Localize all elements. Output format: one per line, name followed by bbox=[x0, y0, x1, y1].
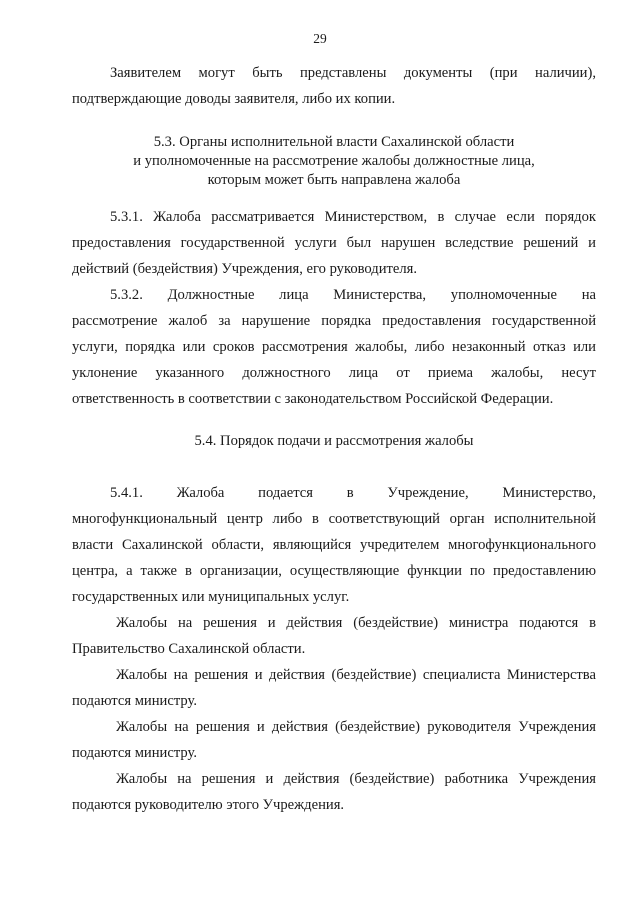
text-line: предоставления государственной услуги был нарушен вследствие решений и bbox=[72, 235, 596, 251]
text-line: государственных или муниципальных услуг. bbox=[72, 589, 350, 605]
paragraph-5-3-2 bbox=[72, 282, 596, 412]
paragraph-5-4-1 bbox=[72, 480, 596, 610]
paragraph-5-3-1 bbox=[72, 204, 596, 282]
text-line: подтверждающие доводы заявителя, либо их копии. bbox=[72, 91, 396, 107]
text-line: многофункциональный центр либо в соответствующий орган исполнительной bbox=[72, 511, 596, 527]
text-line: действий (бездействия) Учреждения, его руководителя. bbox=[72, 261, 418, 277]
text-line: Жалобы на решения и действия (бездействие) министра подаются в bbox=[116, 615, 596, 631]
text-line: подаются министру. bbox=[72, 693, 197, 709]
text-line: Правительство Сахалинской области. bbox=[72, 641, 306, 657]
text-line: подаются министру. bbox=[72, 745, 197, 761]
heading-line: 5.4. Порядок подачи и рассмотрения жалобы bbox=[194, 433, 474, 449]
text-line: услуги, порядка или сроков рассмотрения жалобы, либо незаконный отказ или bbox=[72, 339, 596, 355]
text-line: 5.3.1. Жалоба рассматривается Министерством, в случае если порядок bbox=[110, 209, 596, 225]
text-line: 5.4.1. Жалоба подается в Учреждение, Министерство, bbox=[110, 485, 596, 501]
heading-line: которым может быть направлена жалоба bbox=[207, 172, 461, 188]
heading-line: 5.3. Органы исполнительной власти Сахалинской области bbox=[153, 134, 515, 150]
text-line: уклонение указанного должностного лица от приема жалобы, несут bbox=[72, 365, 596, 381]
text-line: Жалобы на решения и действия (бездействие) специалиста Министерства bbox=[116, 667, 596, 683]
text-line: Заявителем могут быть представлены документы (при наличии), bbox=[110, 65, 596, 81]
page-number: 29 bbox=[313, 31, 327, 46]
text-line: рассмотрение жалоб за нарушение порядка предоставления государственной bbox=[72, 313, 596, 329]
text-line: ответственность в соответствии с законодательством Российской Федерации. bbox=[72, 391, 554, 407]
paragraph-minister-complaints bbox=[72, 610, 596, 662]
text-line: власти Сахалинской области, являющийся учредителем многофункционального bbox=[72, 537, 596, 553]
paragraph-worker-complaints bbox=[72, 766, 596, 818]
text-line: 5.3.2. Должностные лица Министерства, уполномоченные на bbox=[110, 287, 596, 303]
heading-line: и уполномоченные на рассмотрение жалобы должностные лица, bbox=[133, 153, 535, 169]
paragraph-intro bbox=[72, 60, 596, 112]
text-line: Жалобы на решения и действия (бездействие) работника Учреждения bbox=[116, 771, 596, 787]
paragraph-specialist-complaints bbox=[72, 662, 596, 714]
paragraph-head-complaints bbox=[72, 714, 596, 766]
text-line: Жалобы на решения и действия (бездействие) руководителя Учреждения bbox=[116, 719, 596, 735]
section-heading-5-4 bbox=[72, 432, 596, 451]
text-line: центра, а также в организации, осуществляющие функции по предоставлению bbox=[72, 563, 596, 579]
section-heading-5-3 bbox=[72, 133, 596, 190]
text-line: подаются руководителю этого Учреждения. bbox=[72, 797, 345, 813]
